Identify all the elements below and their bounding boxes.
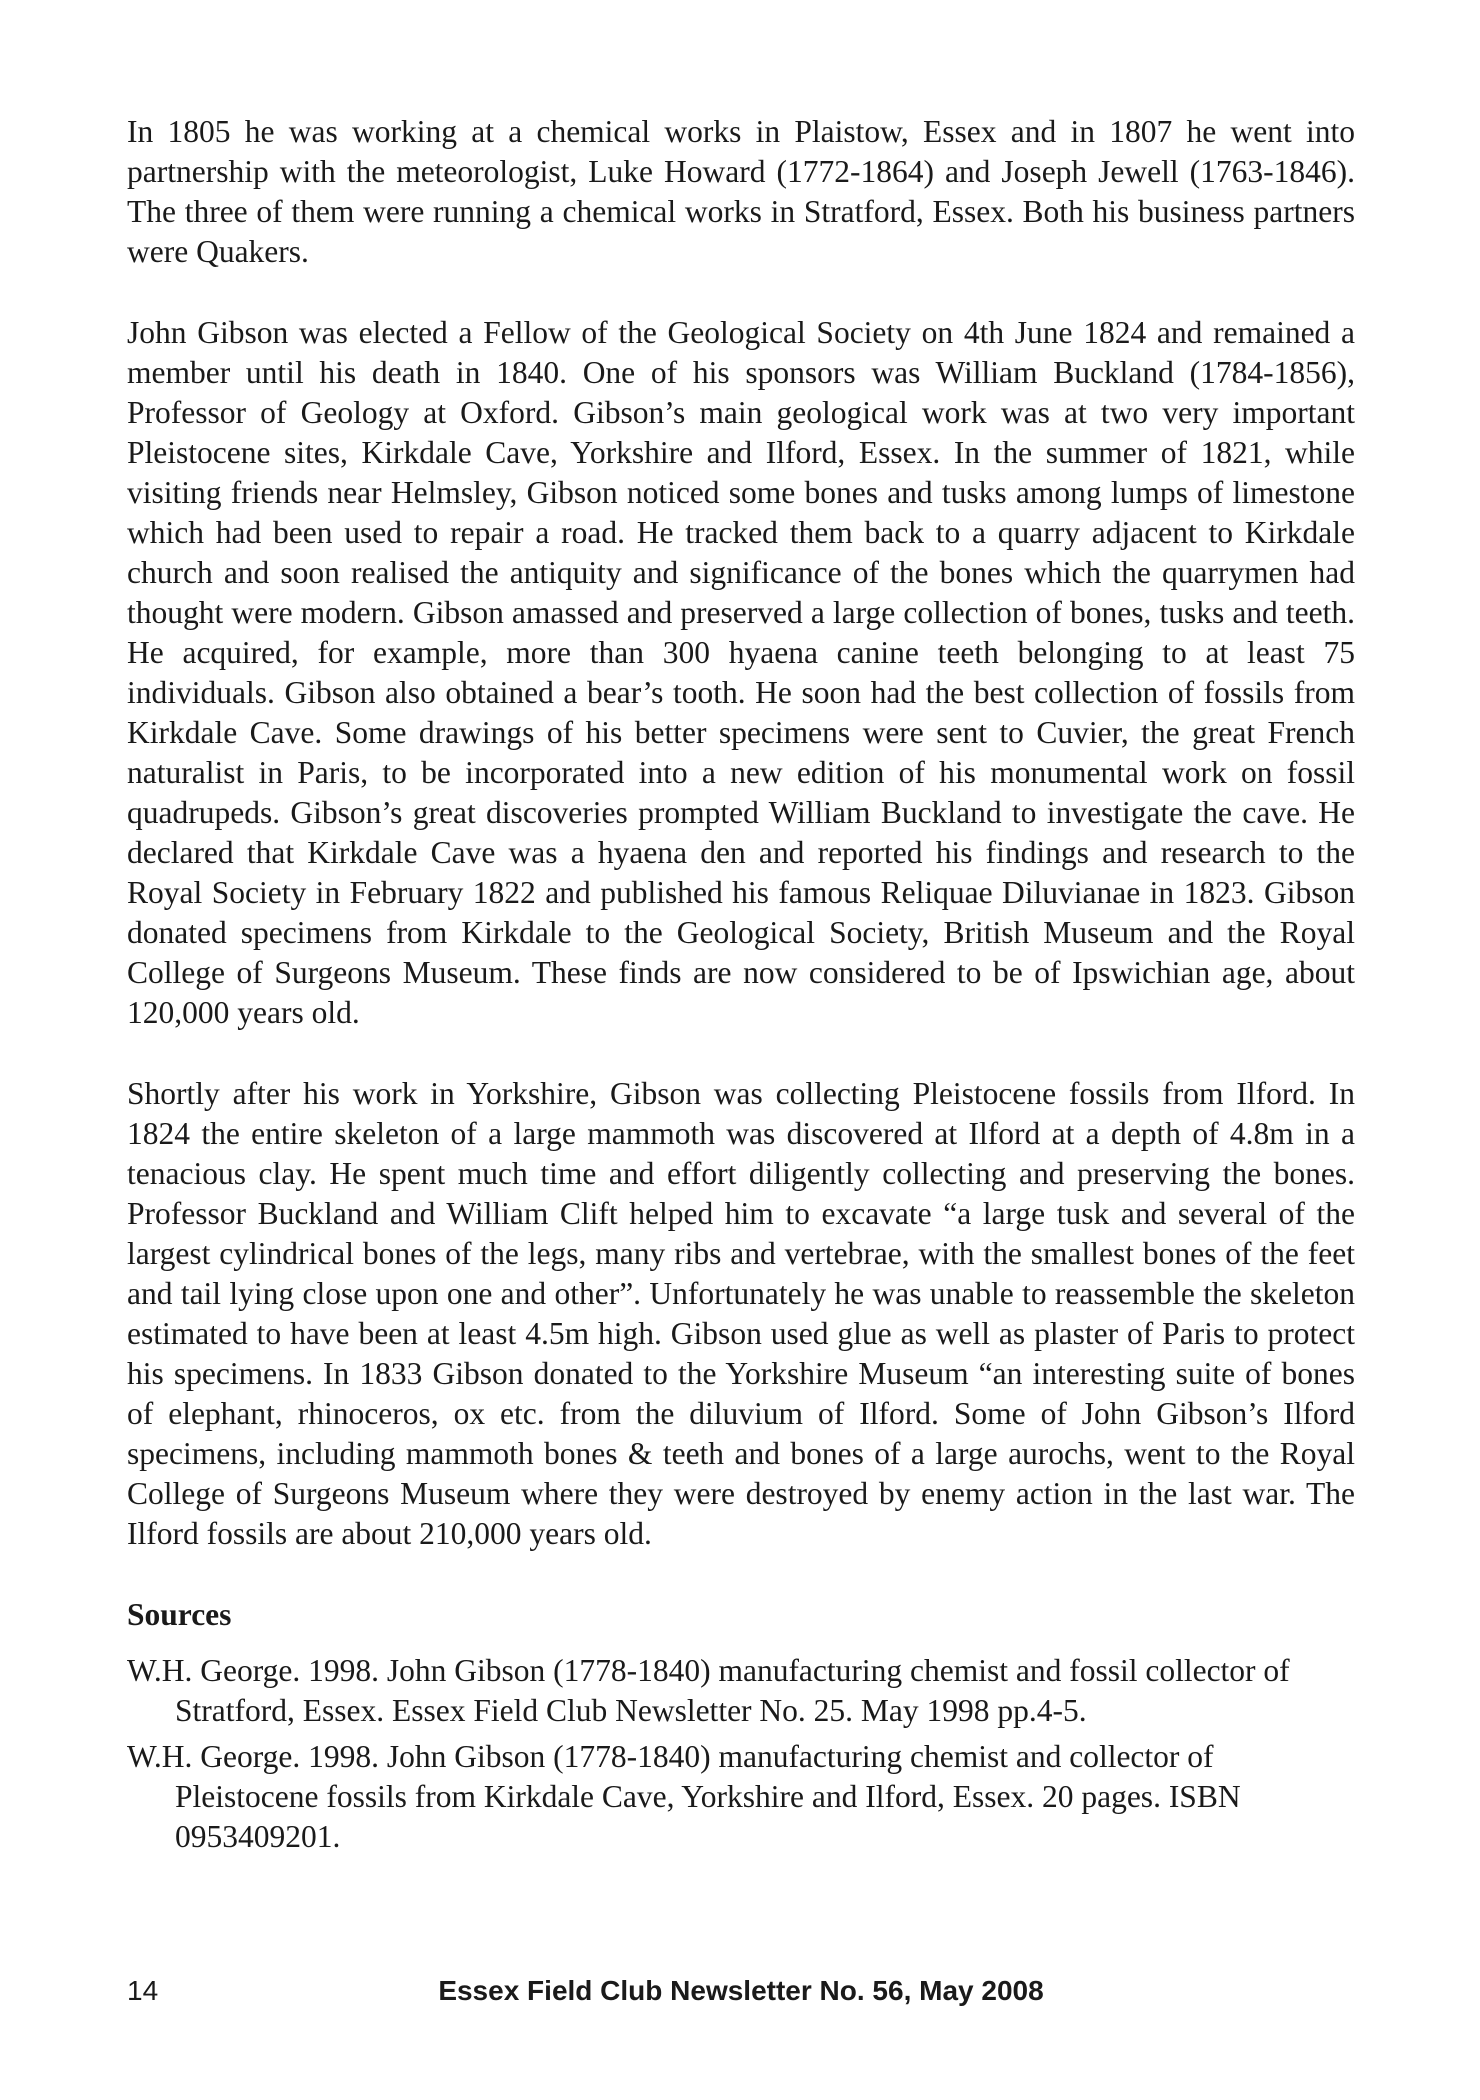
source-reference: W.H. George. 1998. John Gibson (1778-1840) manufacturing chemist and fossil collector of Stratford, Essex. Essex Field Club Newsletter No. 25. May 1998 pp.4-5. [127, 1653, 1290, 1728]
sources-list [127, 1651, 1355, 1857]
paragraph-partnership: In 1805 he was working at a chemical works in Plaistow, Essex and in 1807 he went into partnership with the meteorologist, Luke Howard (1772-1864) and Joseph Jewell (1763-1846). The three of them were running a chemical works in Stratford, Essex. Both his business partners were Quakers. [127, 114, 1355, 269]
newsletter-title: Essex Field Club Newsletter No. 56, May 2008 [438, 1975, 1044, 2006]
paragraph-ilford: Shortly after his work in Yorkshire, Gibson was collecting Pleistocene fossils from Ilford. In 1824 the entire skeleton of a large mammoth was discovered at Ilford at a depth of 4.8m in a tenacious clay. He spent much time and effort diligently collecting and preserving the bones. Professor Buckland and William Clift helped him to excavate “a large tusk and several of the largest cylindrical bones of the legs, many ribs and vertebrae, with the smallest bones of the feet and tail lying close upon one and other”. Unfortunately he was unable to reassemble the skeleton estimated to have been at least 4.5m high. Gibson used glue as well as plaster of Paris to protect his specimens. In 1833 Gibson donated to the Yorkshire Museum “an interesting suite of bones of elephant, rhinoceros, ox etc. from the diluvium of Ilford. Some of John Gibson’s Ilford specimens, including mammoth bones & teeth and bones of a large aurochs, went to the Royal College of Surgeons Museum where they were destroyed by enemy action in the last war. The Ilford fossils are about 210,000 years old. [127, 1076, 1355, 1551]
source-reference: W.H. George. 1998. John Gibson (1778-1840) manufacturing chemist and collector of Pleistocene fossils from Kirkdale Cave, Yorkshire and Ilford, Essex. 20 pages. ISBN 0953409201. [127, 1739, 1241, 1854]
page-number: 14 [127, 1975, 159, 2006]
sources-heading: Sources [127, 1597, 232, 1632]
page-footer [127, 1971, 1355, 2011]
paragraph-kirkdale-cave: John Gibson was elected a Fellow of the Geological Society on 4th June 1824 and remained a member until his death in 1840. One of his sponsors was William Buckland (1784-1856), Professor of Geology at Oxford. Gibson’s main geological work was at two very important Pleistocene sites, Kirkdale Cave, Yorkshire and Ilford, Essex. In the summer of 1821, while visiting friends near Helmsley, Gibson noticed some bones and tusks among lumps of limestone which had been used to repair a road. He tracked them back to a quarry adjacent to Kirkdale church and soon realised the antiquity and significance of the bones which the quarrymen had thought were modern. Gibson amassed and preserved a large collection of bones, tusks and teeth. He acquired, for example, more than 300 hyaena canine teeth belonging to at least 75 individuals. Gibson also obtained a bear’s tooth. He soon had the best collection of fossils from Kirkdale Cave. Some drawings of his better specimens were sent to Cuvier, the great French naturalist in Paris, to be incorporated into a new edition of his monumental work on fossil quadrupeds. Gibson’s great discoveries prompted William Buckland to investigate the cave. He declared that Kirkdale Cave was a hyaena den and reported his findings and research to the Royal Society in February 1822 and published his famous Reliquae Diluvianae in 1823. Gibson donated specimens from Kirkdale to the Geological Society, British Museum and the Royal College of Surgeons Museum. These finds are now considered to be of Ipswichian age, about 120,000 years old. [127, 315, 1355, 1030]
page-body [127, 112, 1355, 1863]
